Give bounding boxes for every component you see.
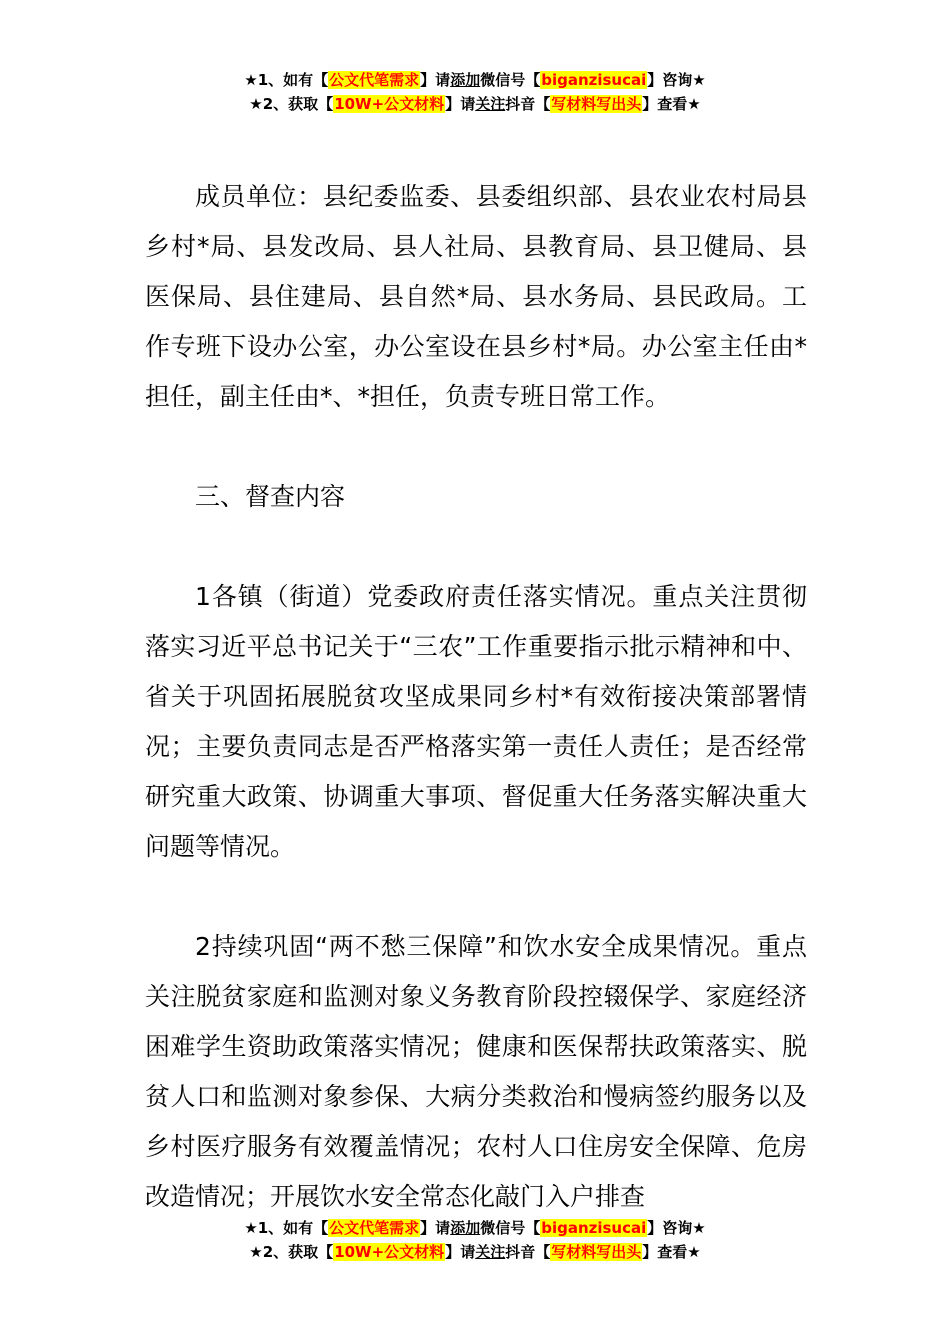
paragraph-item-1: 1各镇（街道）党委政府责任落实情况。重点关注贯彻落实习近平总书记关于“三农”工作重要指示批示精神和中、省关于巩固拓展脱贫攻坚成果同乡村*有效衔接决策部署情况；主要负责同志是否严格落实第一责任人责任；是否经常研究重大政策、协调重大事项、督促重大任务落实解决重大问题等情况。 — [145, 582, 807, 861]
banner-text: 】请 — [445, 1243, 476, 1261]
highlight-text: biganzisucai — [541, 71, 647, 89]
highlight-text: 10W+公文材料 — [334, 95, 445, 113]
banner-line-2 — [0, 1240, 950, 1264]
highlight-text: 写材料写出头 — [551, 95, 642, 113]
banner-text: 微信号【 — [480, 1219, 541, 1237]
banner-text: 抖音【 — [505, 95, 551, 113]
banner-text: 】查看★ — [642, 95, 701, 113]
banner-text: 】请 — [445, 95, 476, 113]
paragraph-item-2: 2持续巩固“两不愁三保障”和饮水安全成果情况。重点关注脱贫家庭和监测对象义务教育阶段控辍保学、家庭经济困难学生资助政策落实情况；健康和医保帮扶政策落实、脱贫人口和监测对象参保、大病分类救治和慢病签约服务以及乡村医疗服务有效覆盖情况；农村人口住房安全保障、危房改造情况；开展饮水安全常态化敲门入户排查 — [145, 932, 807, 1211]
highlight-text: 10W+公文材料 — [334, 1243, 445, 1261]
banner-text: 】请 — [420, 71, 451, 89]
underlined-text: 关注 — [475, 1243, 506, 1261]
highlight-text: 公文代笔需求 — [329, 1219, 420, 1237]
banner-text: 】咨询★ — [647, 1219, 706, 1237]
underlined-text: 添加 — [450, 71, 481, 89]
banner-text: ★2、获取【 — [249, 95, 334, 113]
banner-text: 微信号【 — [480, 71, 541, 89]
header-banner — [0, 68, 950, 116]
banner-text: 抖音【 — [505, 1243, 551, 1261]
section-heading: 三、督查内容 — [195, 482, 346, 511]
banner-text: 】咨询★ — [647, 71, 706, 89]
banner-line-2 — [0, 92, 950, 116]
underlined-text: 添加 — [450, 1219, 481, 1237]
paragraph-gap — [145, 422, 807, 472]
banner-text: ★1、如有【 — [244, 1219, 329, 1237]
banner-line-1 — [0, 68, 950, 92]
banner-text: 】请 — [420, 1219, 451, 1237]
document-body — [145, 172, 807, 1222]
paragraph-gap — [145, 872, 807, 922]
paragraph-member-units: 成员单位：县纪委监委、县委组织部、县农业农村局县乡村*局、县发改局、县人社局、县教育局、县卫健局、县医保局、县住建局、县自然*局、县水务局、县民政局。工作专班下设办公室，办公室设在县乡村*局。办公室主任由*担任，副主任由*、*担任，负责专班日常工作。 — [145, 182, 807, 411]
banner-text: ★1、如有【 — [244, 71, 329, 89]
banner-line-1 — [0, 1216, 950, 1240]
footer-banner — [0, 1216, 950, 1264]
banner-text: 】查看★ — [642, 1243, 701, 1261]
highlight-text: 公文代笔需求 — [329, 71, 420, 89]
paragraph-gap — [145, 522, 807, 572]
underlined-text: 关注 — [475, 95, 506, 113]
highlight-text: 写材料写出头 — [551, 1243, 642, 1261]
banner-text: ★2、获取【 — [249, 1243, 334, 1261]
highlight-text: biganzisucai — [541, 1219, 647, 1237]
